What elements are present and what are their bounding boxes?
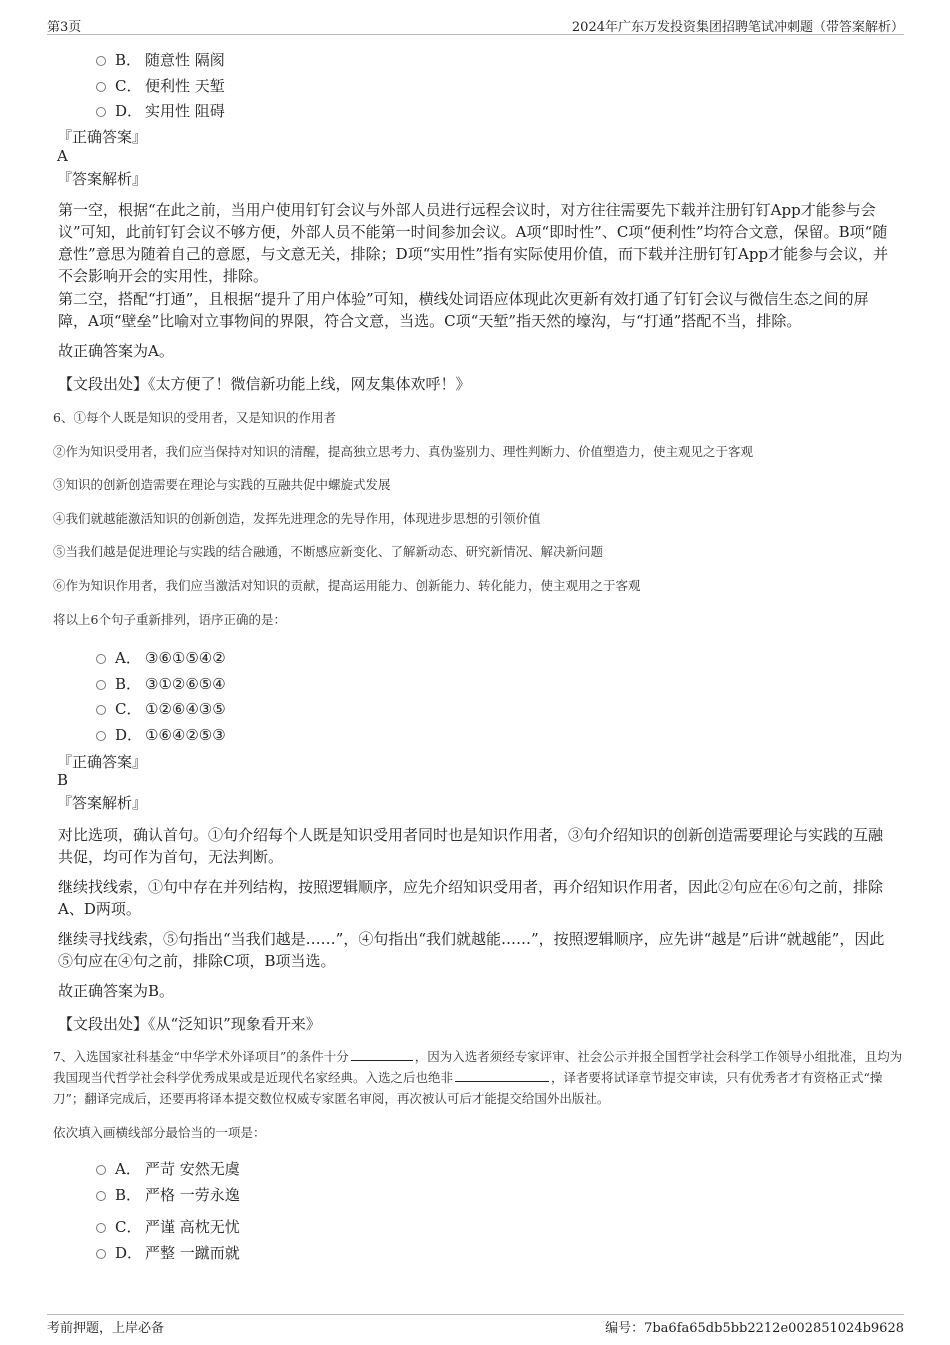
analysis-conclusion: 故正确答案为A。 xyxy=(58,342,174,360)
analysis-paragraph: 继续找线索，①句中存在并列结构，按照逻辑顺序，应先介绍知识受用者，再介绍知识作用者，因此②句应在⑥句之前，排除A、D两项。 xyxy=(58,878,884,918)
answer-label: 『正确答案』 xyxy=(57,128,148,146)
analysis-conclusion: 故正确答案为B。 xyxy=(58,982,175,1000)
radio-icon[interactable] xyxy=(96,1191,106,1201)
document-title: 2024年广东万发投资集团招聘笔试冲刺题（带答案解析） xyxy=(571,20,904,35)
radio-icon[interactable] xyxy=(96,1249,106,1259)
q7-option-d[interactable]: D． 严整 一蹴而就 xyxy=(96,1242,240,1263)
analysis-label: 『答案解析』 xyxy=(57,794,148,812)
source-note: 【文段出处】《太方便了！微信新功能上线，网友集体欢呼！》 xyxy=(58,375,471,393)
q6-option-c[interactable]: C． ①②⑥④③⑤ xyxy=(96,698,226,719)
document-id: 编号：7ba6fa65db5bb2212e002851024b9628 xyxy=(605,1321,904,1336)
q5-option-d[interactable]: D． 实用性 阻碍 xyxy=(96,100,225,121)
question-prompt: 依次填入画横线部分最恰当的一项是： xyxy=(53,1125,266,1140)
page-number: 第3页 xyxy=(47,20,82,35)
analysis-paragraph: 继续寻找线索，⑤句指出“当我们越是……”，④句指出“我们就越能……”，按照逻辑顺序，应先讲“越是”后讲“就越能”，因此⑤句应在④句之前，排除C项，B项当选。 xyxy=(58,930,885,970)
footer-slogan: 考前押题，上岸必备 xyxy=(47,1321,165,1336)
analysis-paragraph: 对比选项，确认首句。①句介绍每个人既是知识受用者同时也是知识作用者，③句介绍知识的创新创造需要理论与实践的互融共促，均可作为首句，无法判断。 xyxy=(58,826,884,866)
analysis-paragraph: 第一空，根据“在此之前，当用户使用钉钉会议与外部人员进行远程会议时，对方往往需要先下载并注册钉钉App才能参与会议”可知，此前钉钉会议不够方便，外部人员不能第一时间参加会议。A项“即时性”、C项“便利性”均符合文意，保留。B项“随意性”意思为随着自己的意愿，与文意无关，排除；D项“实用性”指有实际使用价值，而下载并注册钉钉App才能参与会议，并不会影响开会的实用性，排除。 xyxy=(58,201,889,285)
radio-icon[interactable] xyxy=(96,731,106,741)
blank-1 xyxy=(351,1046,413,1061)
question-stem: 7、入选国家社科基金“中华学术外译项目”的条件十分 ，因为入选者须经专家评审、社会公示并报全国哲学社会科学工作领导小组批准，且均为我国现当代哲学社会科学优秀成果或是近现代名家经典。入选之后也绝非 ，译者要将试译章节提交审读，只有优秀者才有资格正式“操刀”；翻译完成后，还要再将译本提交数位权威专家匿名审阅，再次被认可后才能提交给国外出版社。 xyxy=(53,1046,905,1109)
analysis-label: 『答案解析』 xyxy=(57,170,148,188)
radio-icon[interactable] xyxy=(96,56,106,66)
blank-2 xyxy=(455,1067,549,1082)
source-note: 【文段出处】《从“泛知识”现象看开来》 xyxy=(58,1015,321,1033)
page-header xyxy=(47,14,904,35)
answer-value: A xyxy=(57,147,68,165)
radio-icon[interactable] xyxy=(96,705,106,715)
radio-icon[interactable] xyxy=(96,654,106,664)
question-stem: 6、①每个人既是知识的受用者，又是知识的作用者 xyxy=(53,410,336,425)
radio-icon[interactable] xyxy=(96,1223,106,1233)
q5-option-c[interactable]: C． 便利性 天堑 xyxy=(96,75,225,96)
sentence-5: ⑤当我们越是促进理论与实践的结合融通，不断感应新变化、了解新动态、研究新情况、解决新问题 xyxy=(53,544,604,559)
question-prompt: 将以上6个句子重新排列，语序正确的是： xyxy=(53,612,286,627)
q7-option-a[interactable]: A． 严苛 安然无虞 xyxy=(96,1158,240,1179)
q5-option-b[interactable]: B． 随意性 隔阂 xyxy=(96,49,225,70)
q6-option-a[interactable]: A． ③⑥①⑤④② xyxy=(96,647,226,668)
page-footer xyxy=(47,1314,904,1337)
answer-label: 『正确答案』 xyxy=(57,753,148,771)
radio-icon[interactable] xyxy=(96,680,106,690)
q7-option-b[interactable]: B． 严格 一劳永逸 xyxy=(96,1184,240,1205)
sentence-6: ⑥作为知识作用者，我们应当激活对知识的贡献，提高运用能力、创新能力、转化能力，使主观用之于客观 xyxy=(53,578,641,593)
radio-icon[interactable] xyxy=(96,107,106,117)
q7-option-c[interactable]: C． 严谨 高枕无忧 xyxy=(96,1216,240,1237)
radio-icon[interactable] xyxy=(96,82,106,92)
analysis-paragraph: 第二空，搭配“打通”，且根据“提升了用户体验”可知，横线处词语应体现此次更新有效打通了钉钉会议与微信生态之间的屏障，A项“壁垒”比喻对立事物间的界限，符合文意，当选。C项“天堑”指天然的壕沟，与“打通”搭配不当，排除。 xyxy=(58,290,869,330)
sentence-4: ④我们就越能激活知识的创新创造，发挥先进理念的先导作用，体现进步思想的引领价值 xyxy=(53,511,541,526)
radio-icon[interactable] xyxy=(96,1165,106,1175)
q6-option-d[interactable]: D． ①⑥④②⑤③ xyxy=(96,724,226,745)
q6-option-b[interactable]: B． ③①②⑥⑤④ xyxy=(96,673,226,694)
answer-value: B xyxy=(57,771,69,789)
sentence-2: ②作为知识受用者，我们应当保持对知识的清醒，提高独立思考力、真伪鉴别力、理性判断力、价值塑造力，使主观见之于客观 xyxy=(53,444,754,459)
sentence-3: ③知识的创新创造需要在理论与实践的互融共促中螺旋式发展 xyxy=(53,477,391,492)
